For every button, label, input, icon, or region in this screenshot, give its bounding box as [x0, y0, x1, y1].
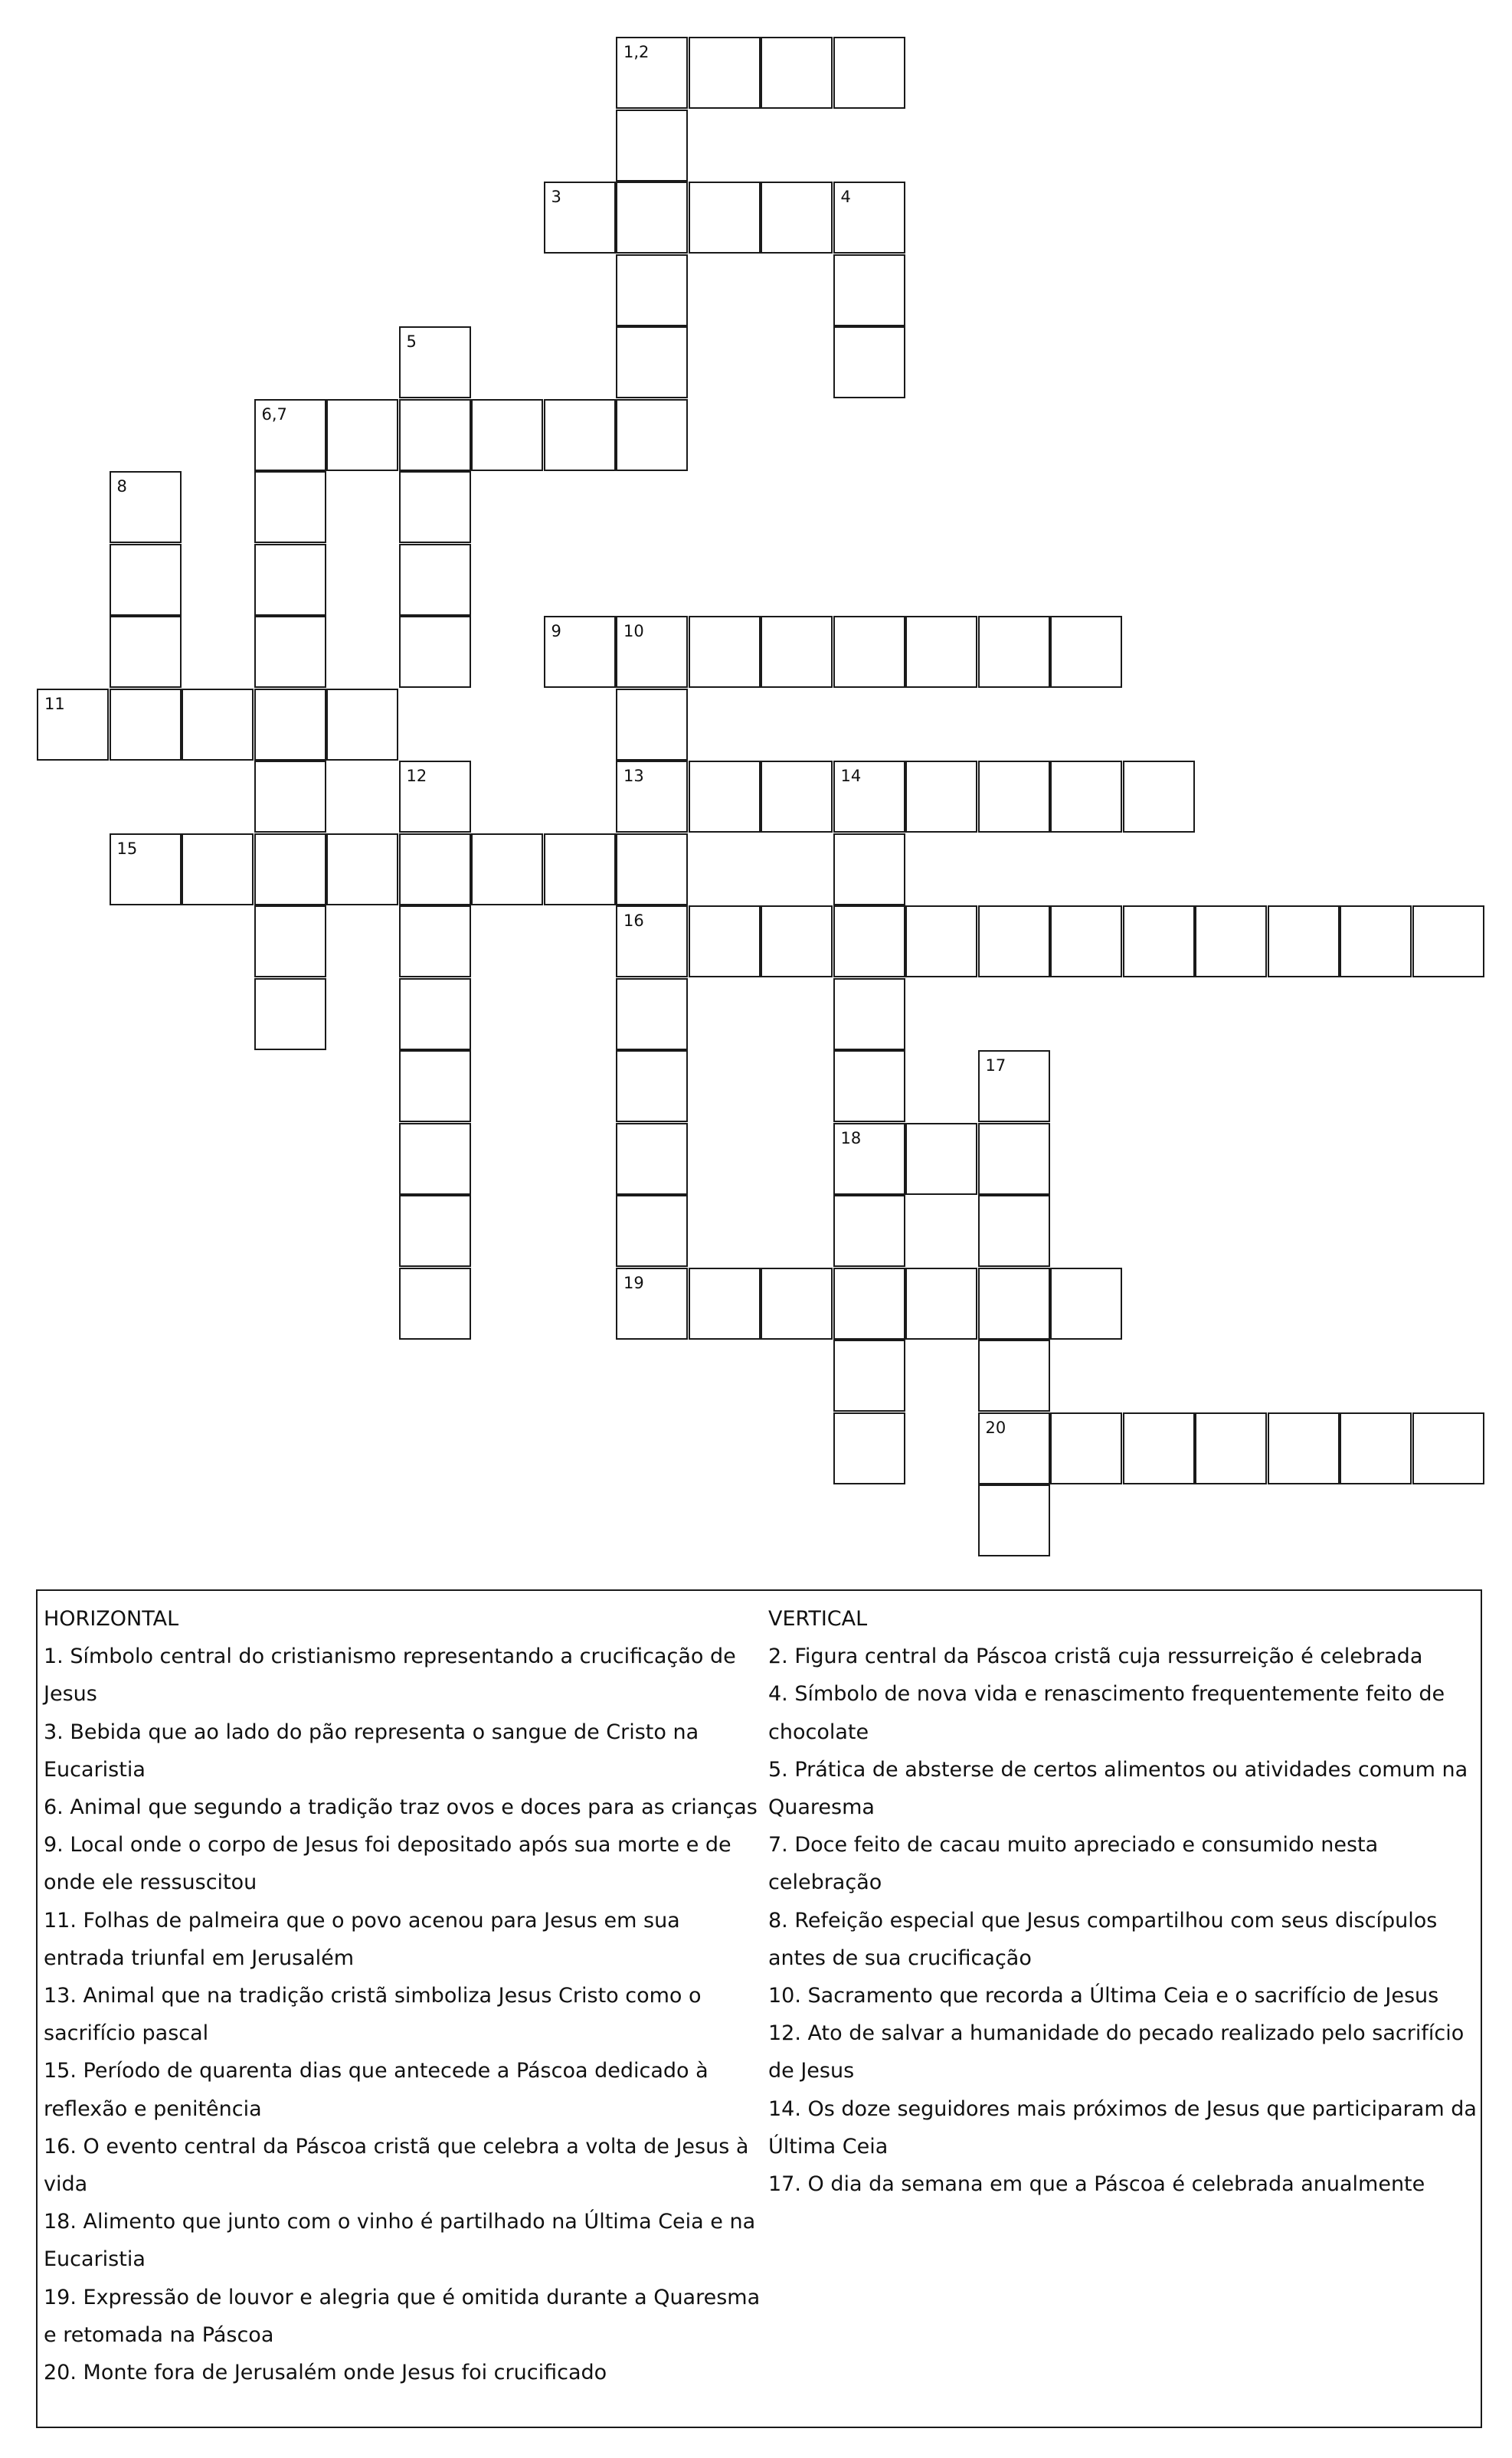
crossword-cell[interactable] — [833, 1268, 905, 1340]
clue-number: 19 — [623, 1273, 644, 1292]
crossword-cell[interactable] — [616, 689, 688, 761]
crossword-cell[interactable] — [544, 616, 616, 688]
horizontal-clue: 6. Animal que segundo a tradição traz ovos e doces para as crianças — [44, 1795, 758, 1820]
vertical-clue: 10. Sacramento que recorda a Última Ceia e o sacrifício de Jesus — [768, 1984, 1439, 2008]
crossword-cell[interactable] — [978, 761, 1050, 833]
crossword-cell[interactable] — [616, 37, 688, 109]
crossword-cell[interactable] — [689, 761, 761, 833]
vertical-clue: 2. Figura central da Páscoa cristã cuja ressurreição é celebrada — [768, 1645, 1423, 1669]
crossword-cell[interactable] — [761, 616, 833, 688]
clue-number: 17 — [985, 1056, 1006, 1075]
crossword-cell[interactable] — [399, 616, 471, 688]
horizontal-clue: 1. Símbolo central do cristianismo representando a crucificação de Jesus — [44, 1645, 736, 1707]
horizontal-heading: HORIZONTAL — [44, 1607, 179, 1631]
horizontal-clues-column — [44, 1600, 764, 2391]
crossword-cell[interactable] — [978, 1412, 1050, 1484]
crossword-cell[interactable] — [833, 905, 905, 977]
crossword-cell[interactable] — [471, 399, 543, 471]
crossword-cell[interactable] — [833, 182, 905, 254]
crossword-cell[interactable] — [544, 182, 616, 254]
clue-number: 20 — [985, 1418, 1006, 1437]
crossword-cell[interactable] — [399, 326, 471, 398]
crossword-cell[interactable] — [254, 616, 326, 688]
crossword-cell[interactable] — [833, 761, 905, 833]
crossword-cell[interactable] — [544, 399, 616, 471]
crossword-cell[interactable] — [326, 689, 398, 761]
crossword-cell[interactable] — [110, 616, 182, 688]
clue-number: 16 — [623, 912, 644, 930]
crossword-cell[interactable] — [1195, 905, 1267, 977]
crossword-cell[interactable] — [254, 833, 326, 905]
vertical-clue-list — [768, 1638, 1481, 2203]
horizontal-clue: 19. Expressão de louvor e alegria que é omitida durante a Quaresma e retomada na Páscoa — [44, 2285, 761, 2347]
crossword-cell[interactable] — [616, 326, 688, 398]
crossword-cell[interactable] — [833, 326, 905, 398]
clue-number: 10 — [623, 622, 644, 640]
clue-number: 11 — [44, 694, 65, 713]
crossword-cell[interactable] — [905, 1268, 977, 1340]
crossword-cell[interactable] — [905, 616, 977, 688]
clue-number: 6,7 — [261, 404, 287, 424]
vertical-clue: 8. Refeição especial que Jesus compartilhou com seus discípulos antes de sua crucificação — [768, 1908, 1438, 1970]
crossword-cell[interactable] — [326, 833, 398, 905]
crossword-cell[interactable] — [254, 399, 326, 471]
crossword-cell[interactable] — [110, 689, 182, 761]
clue-number: 8 — [116, 477, 127, 496]
vertical-clue: 5. Prática de absterse de certos alimentos ou atividades comum na Quaresma — [768, 1757, 1468, 1820]
crossword-cell[interactable] — [399, 1268, 471, 1340]
crossword-cell[interactable] — [833, 1195, 905, 1267]
crossword-cell[interactable] — [110, 544, 182, 616]
crossword-cell[interactable] — [544, 833, 616, 905]
crossword-cell[interactable] — [1268, 905, 1340, 977]
crossword-cell[interactable] — [833, 1340, 905, 1412]
crossword-cell[interactable] — [110, 833, 182, 905]
crossword-cell[interactable] — [761, 761, 833, 833]
crossword-cell[interactable] — [616, 616, 688, 688]
crossword-cell[interactable] — [616, 833, 688, 905]
clue-number: 12 — [406, 767, 427, 785]
vertical-clue: 7. Doce feito de cacau muito apreciado e consumido nesta celebração — [768, 1833, 1379, 1895]
crossword-cell[interactable] — [978, 616, 1050, 688]
crossword-cell[interactable] — [978, 1123, 1050, 1195]
crossword-cell[interactable] — [254, 761, 326, 833]
crossword-cell[interactable] — [616, 761, 688, 833]
crossword-cell[interactable] — [978, 1268, 1050, 1340]
crossword-cell[interactable] — [399, 399, 471, 471]
crossword-cell[interactable] — [1050, 905, 1122, 977]
crossword-cell[interactable] — [399, 905, 471, 977]
crossword-cell[interactable] — [182, 833, 254, 905]
crossword-cell[interactable] — [399, 1195, 471, 1267]
crossword-cell[interactable] — [1050, 616, 1122, 688]
crossword-cell[interactable] — [1050, 1268, 1122, 1340]
crossword-cell[interactable] — [833, 978, 905, 1050]
crossword-cell[interactable] — [616, 399, 688, 471]
clue-number: 18 — [840, 1128, 862, 1147]
crossword-cell[interactable] — [254, 471, 326, 543]
crossword-cell[interactable] — [254, 905, 326, 977]
vertical-clues-column — [768, 1600, 1481, 2203]
crossword-cell[interactable] — [1050, 1412, 1122, 1484]
crossword-cell[interactable] — [978, 905, 1050, 977]
clue-number: 1,2 — [623, 43, 650, 61]
horizontal-clue: 15. Período de quarenta dias que antecede a Páscoa dedicado à reflexão e penitência — [44, 2059, 709, 2121]
crossword-cell[interactable] — [616, 1268, 688, 1340]
horizontal-clue-list — [44, 1638, 764, 2391]
vertical-clue: 12. Ato de salvar a humanidade do pecado realizado pelo sacrifício de Jesus — [768, 2021, 1465, 2083]
crossword-cell[interactable] — [399, 544, 471, 616]
crossword-cell[interactable] — [254, 544, 326, 616]
crossword-cell[interactable] — [1412, 905, 1484, 977]
crossword-cell[interactable] — [833, 616, 905, 688]
crossword-cell[interactable] — [905, 1123, 977, 1195]
horizontal-clue: 13. Animal que na tradição cristã simboliza Jesus Cristo como o sacrifício pascal — [44, 1984, 702, 2046]
crossword-cell[interactable] — [689, 182, 761, 254]
vertical-clue: 17. O dia da semana em que a Páscoa é celebrada anualmente — [768, 2172, 1425, 2197]
crossword-cell[interactable] — [616, 110, 688, 182]
vertical-clue: 4. Símbolo de nova vida e renascimento frequentemente feito de chocolate — [768, 1682, 1445, 1744]
clue-number: 9 — [551, 622, 561, 640]
crossword-cell[interactable] — [689, 905, 761, 977]
crossword-cell[interactable] — [978, 1340, 1050, 1412]
clues-box — [36, 1589, 1482, 2428]
crossword-cell[interactable] — [1268, 1412, 1340, 1484]
clue-number: 15 — [116, 839, 138, 858]
crossword-cell[interactable] — [833, 833, 905, 905]
crossword-cell[interactable] — [399, 978, 471, 1050]
crossword-cell[interactable] — [1195, 1412, 1267, 1484]
crossword-cell[interactable] — [616, 1123, 688, 1195]
crossword-cell[interactable] — [905, 905, 977, 977]
crossword-cell[interactable] — [326, 399, 398, 471]
crossword-cell[interactable] — [689, 616, 761, 688]
crossword-cell[interactable] — [833, 1412, 905, 1484]
crossword-cell[interactable] — [689, 1268, 761, 1340]
horizontal-clue: 9. Local onde o corpo de Jesus foi depositado após sua morte e de onde ele ressuscitou — [44, 1833, 731, 1895]
horizontal-clue: 18. Alimento que junto com o vinho é partilhado na Última Ceia e na Eucaristia — [44, 2210, 756, 2272]
crossword-cell[interactable] — [399, 1123, 471, 1195]
crossword-cell[interactable] — [761, 905, 833, 977]
crossword-cell[interactable] — [761, 182, 833, 254]
crossword-cell[interactable] — [399, 471, 471, 543]
crossword-cell[interactable] — [37, 689, 109, 761]
crossword-cell[interactable] — [616, 182, 688, 254]
crossword-cell[interactable] — [182, 689, 254, 761]
crossword-cell[interactable] — [399, 833, 471, 905]
crossword-cell[interactable] — [1123, 761, 1195, 833]
vertical-clue: 14. Os doze seguidores mais próximos de Jesus que participaram da Última Ceia — [768, 2096, 1477, 2159]
crossword-cell[interactable] — [616, 1050, 688, 1122]
horizontal-clue: 20. Monte fora de Jerusalém onde Jesus foi crucificado — [44, 2361, 607, 2385]
crossword-cell[interactable] — [1412, 1412, 1484, 1484]
clue-number: 4 — [840, 188, 851, 206]
clue-number: 14 — [840, 767, 862, 785]
crossword-cell[interactable] — [833, 1123, 905, 1195]
crossword-cell[interactable] — [110, 471, 182, 543]
horizontal-clue: 16. O evento central da Páscoa cristã que celebra a volta de Jesus à vida — [44, 2134, 749, 2197]
crossword-cell[interactable] — [616, 1195, 688, 1267]
crossword-cell[interactable] — [833, 37, 905, 109]
crossword-cell[interactable] — [471, 833, 543, 905]
crossword-cell[interactable] — [616, 905, 688, 977]
crossword-cell[interactable] — [978, 1050, 1050, 1122]
crossword-cell[interactable] — [254, 689, 326, 761]
horizontal-clue: 11. Folhas de palmeira que o povo acenou para Jesus em sua entrada triunfal em Jerusalém — [44, 1908, 680, 1970]
crossword-cell[interactable] — [399, 761, 471, 833]
crossword-cell[interactable] — [1340, 905, 1412, 977]
crossword-cell[interactable] — [761, 37, 833, 109]
crossword-cell[interactable] — [1050, 761, 1122, 833]
vertical-heading: VERTICAL — [768, 1607, 868, 1631]
crossword-cell[interactable] — [978, 1484, 1050, 1556]
clue-number: 5 — [406, 332, 417, 351]
crossword-cell[interactable] — [978, 1195, 1050, 1267]
clue-number: 3 — [551, 188, 561, 206]
crossword-cell[interactable] — [616, 978, 688, 1050]
crossword-cell[interactable] — [1123, 1412, 1195, 1484]
horizontal-clue: 3. Bebida que ao lado do pão representa o sangue de Cristo na Eucaristia — [44, 1720, 699, 1782]
crossword-cell[interactable] — [1123, 905, 1195, 977]
crossword-cell[interactable] — [905, 761, 977, 833]
crossword-cell[interactable] — [761, 1268, 833, 1340]
crossword-cell[interactable] — [1340, 1412, 1412, 1484]
crossword-cell[interactable] — [833, 1050, 905, 1122]
crossword-cell[interactable] — [833, 254, 905, 326]
clue-number: 13 — [623, 767, 644, 785]
crossword-cell[interactable] — [254, 978, 326, 1050]
crossword-cell[interactable] — [689, 37, 761, 109]
crossword-cell[interactable] — [399, 1050, 471, 1122]
crossword-cell[interactable] — [616, 254, 688, 326]
